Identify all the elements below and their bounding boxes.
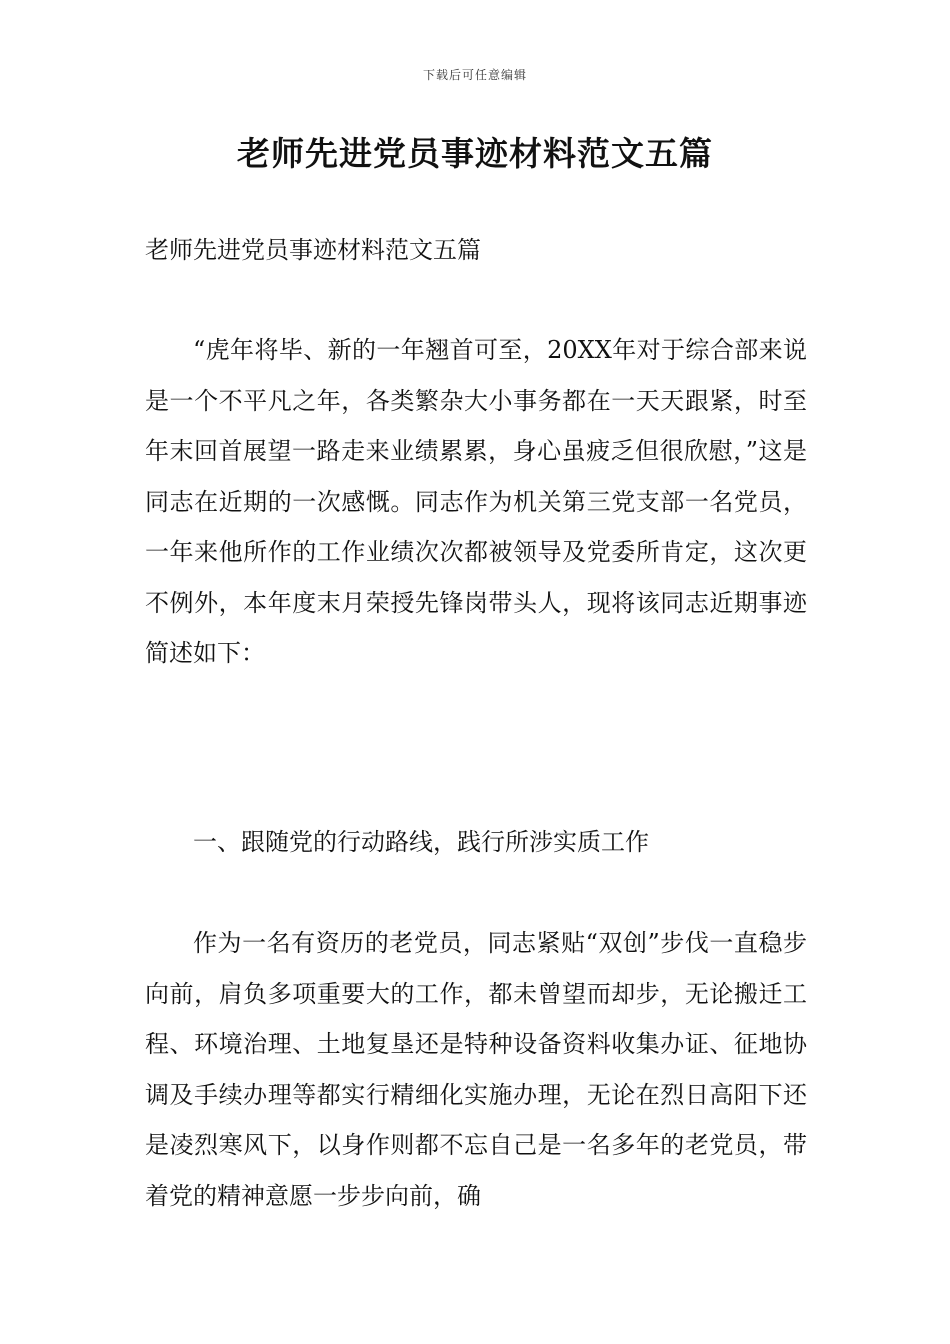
document-subtitle: 老师先进党员事迹材料范文五篇 (145, 236, 481, 264)
header-note: 下载后可任意编辑 (422, 68, 527, 82)
document-title: 老师先进党员事迹材料范文五篇 (237, 134, 713, 173)
paragraph-section-1: 作为一名有资历的老党员，同志紧贴“双创”步伐一直稳步向前，肩负多项重要大的工作，都未曾望而却步，无论搬迁工程、环境治理、土地复垦还是特种设备资料收集办证、征地协调及手续办理等都实行精细化实施办理，无论在烈日高阳下还是凌烈寒风下，以身作则都不忘自己是一名多年的老党员，带着党的精神意愿一步步向前，确 (145, 929, 807, 1210)
section-heading-1: 一、跟随党的行动路线，践行所涉实质工作 (193, 828, 649, 856)
paragraph-intro: “虎年将毕、新的一年翘首可至，20XX年对于综合部来说是一个不平凡之年，各类繁杂大小事务都在一天天跟紧，时至年末回首展望一路走来业绩累累，身心虽疲乏但很欣慰，”这是同志在近期的一次感慨。同志作为机关第三党支部一名党员，一年来他所作的工作业绩次次都被领导及党委所肯定，这次更不例外，本年度末月荣授先锋岗带头人，现将该同志近期事迹简述如下： (145, 336, 807, 667)
